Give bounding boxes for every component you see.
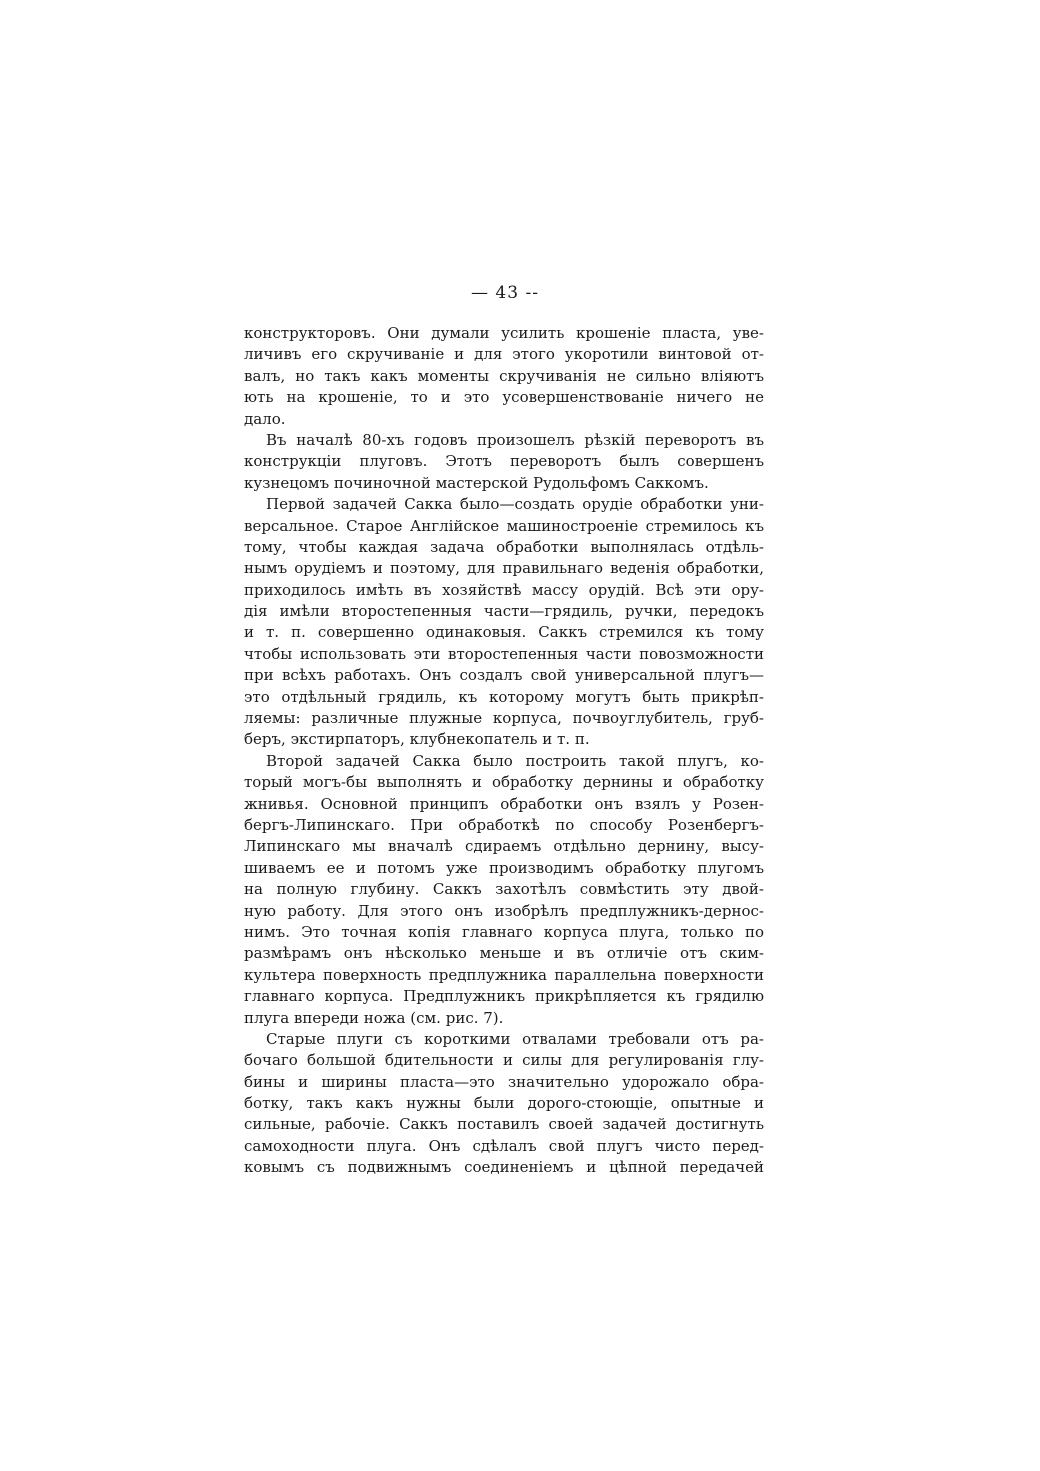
text-line: личивъ его скручиваніе и для этого укоротили винтовой от-	[244, 345, 764, 364]
text-line: конструкціи плуговъ. Этотъ переворотъ былъ совершенъ	[244, 452, 764, 471]
text-line: Второй задачей Сакка было построить такой плугъ, ко-	[266, 751, 764, 770]
text-line: версальное. Старое Англійское машиностроеніе стремилось къ	[244, 516, 764, 535]
text-line: приходилось имѣть въ хозяйствѣ массу орудій. Всѣ эти ору-	[244, 580, 764, 599]
text-line: дія имѣли второстепенныя части—грядиль, ручки, передокъ	[244, 602, 764, 621]
text-line: бергъ-Липинскаго. При обработкѣ по способу Розенбергъ-	[244, 815, 764, 834]
body-text	[244, 323, 764, 1179]
text-line: шиваемъ ее и потомъ уже производимъ обработку плугомъ	[244, 858, 764, 877]
text-line: плуга впереди ножа (см. рис. 7).	[244, 1008, 504, 1027]
text-line: валъ, но такъ какъ моменты скручиванія не сильно вліяютъ	[244, 366, 764, 385]
paragraph-1	[244, 323, 764, 430]
text-line: бины и ширины пласта—это значительно удорожало обра-	[244, 1072, 764, 1091]
text-line: при всѣхъ работахъ. Онъ создалъ свой универсальной плугъ—	[244, 666, 764, 685]
text-line: беръ, экстирпаторъ, клубнекопатель и т. п.	[244, 730, 590, 749]
text-line: это отдѣльный грядиль, къ которому могутъ быть прикрѣп-	[244, 687, 764, 706]
text-line: кузнецомъ починочной мастерской Рудольфомъ Саккомъ.	[244, 473, 709, 492]
text-line: Въ началѣ 80-хъ годовъ произошелъ рѣзкій переворотъ въ	[266, 430, 764, 449]
text-line: нимъ. Это точная копія главнаго корпуса плуга, только по	[244, 922, 764, 941]
paragraph-4	[244, 751, 764, 1029]
text-line: ють на крошеніе, то и это усовершенствованіе ничего не	[244, 388, 764, 407]
text-line: жнивья. Основной принципъ обработки онъ взялъ у Розен-	[244, 794, 764, 813]
text-line: торый могъ-бы выполнять и обработку дернины и обработку	[244, 773, 764, 792]
text-line: дало.	[244, 409, 286, 428]
text-line: ботку, такъ какъ нужны были дорого-стоющіе, опытные и	[244, 1094, 764, 1113]
text-line: бочаго большой бдительности и силы для регулированія глу-	[244, 1051, 764, 1070]
paragraph-3	[244, 494, 764, 751]
paragraph-2	[244, 430, 764, 494]
text-line: на полную глубину. Саккъ захотѣлъ совмѣстить эту двой-	[244, 880, 764, 899]
text-line: нымъ орудіемъ и поэтому, для правильнаго веденія обработки,	[244, 559, 764, 578]
text-line: культера поверхность предплужника параллельна поверхности	[244, 965, 764, 984]
text-line: конструкторовъ. Они думали усилить крошеніе пласта, уве-	[244, 324, 764, 342]
text-line: Первой задачей Сакка было—создать орудіе обработки уни-	[266, 495, 764, 514]
text-line: ковымъ съ подвижнымъ соединеніемъ и цѣпной передачей	[244, 1158, 764, 1177]
text-line: ную работу. Для этого онъ изобрѣлъ предплужникъ-дернос-	[244, 901, 764, 920]
text-line: тому, чтобы каждая задача обработки выполнялась отдѣль-	[244, 537, 764, 556]
text-line: самоходности плуга. Онъ сдѣлалъ свой плугъ чисто перед-	[244, 1136, 764, 1155]
paragraph-5	[244, 1029, 764, 1179]
text-line: размѣрамъ онъ нѣсколько меньше и въ отличіе отъ ским-	[244, 944, 764, 963]
text-line: чтобы использовать эти второстепенныя части повозможности	[244, 644, 764, 663]
text-line: сильные, рабочіе. Саккъ поставилъ своей задачей достигнуть	[244, 1115, 764, 1134]
text-line: главнаго корпуса. Предплужникъ прикрѣпляется къ грядилю	[244, 987, 764, 1006]
text-line: и т. п. совершенно одинаковыя. Саккъ стремился къ тому	[244, 623, 764, 642]
page-number: — 43 --	[471, 283, 539, 303]
text-line: ляемы: различные плужные корпуса, почвоуглубитель, груб-	[244, 709, 764, 728]
text-line: Старые плуги съ короткими отвалами требовали отъ ра-	[266, 1029, 764, 1048]
text-line: Липинскаго мы вначалѣ сдираемъ отдѣльно дернину, высу-	[244, 837, 764, 856]
